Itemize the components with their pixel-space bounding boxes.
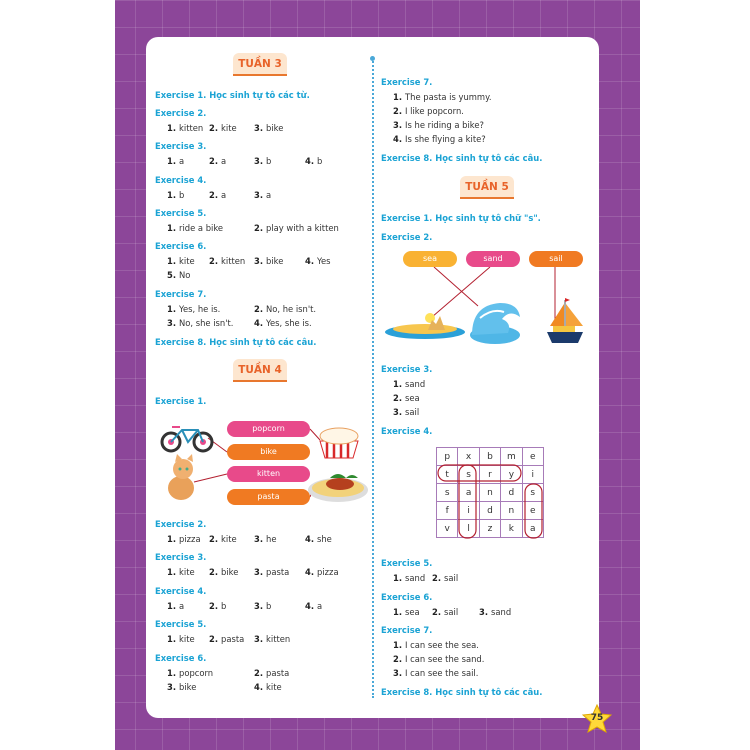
answer-text: pizza: [317, 567, 339, 577]
answer-text: I can see the sea.: [405, 640, 479, 650]
answer-text: sail: [444, 607, 459, 617]
grid-cell: e: [522, 448, 543, 466]
answer-number: 2.: [209, 634, 219, 644]
grid-row: [437, 520, 544, 538]
answer-item: [209, 190, 226, 201]
exercise-title: Exercise 1.: [155, 396, 207, 406]
match-label-sail: sail: [529, 251, 583, 267]
answer-text: b: [317, 156, 323, 166]
answer-item: [167, 567, 195, 578]
grid-cell: f: [437, 502, 458, 520]
answer-text: sea: [405, 607, 420, 617]
answer-number: 1.: [393, 92, 403, 102]
answer-number: 3.: [393, 668, 403, 678]
answer-number: 1.: [393, 379, 403, 389]
exercise-title: Exercise 3.: [155, 141, 207, 151]
week-5-heading: TUẦN 5: [460, 176, 514, 199]
answer-text: a: [179, 601, 185, 611]
answer-number: 1.: [167, 256, 177, 266]
answer-item: [167, 304, 220, 315]
answer-number: 1.: [393, 573, 403, 583]
answer-text: bike: [266, 256, 284, 266]
grid-row: [437, 448, 544, 466]
answer-text: Yes, he is.: [179, 304, 221, 314]
answer-text: kite: [221, 534, 237, 544]
answer-text: kite: [266, 682, 282, 692]
answer-text: b: [266, 601, 272, 611]
answer-item: [254, 156, 271, 167]
answer-number: 2.: [254, 223, 264, 233]
answer-item: [393, 106, 464, 117]
answer-item: [393, 379, 425, 390]
page-margin-right: [640, 0, 750, 750]
answer-number: 3.: [254, 190, 264, 200]
answer-text: kitten: [266, 634, 291, 644]
answer-number: 3.: [254, 256, 264, 266]
grid-row: [437, 466, 544, 484]
answer-item: [393, 92, 492, 103]
exercise-title: Exercise 3.: [381, 364, 433, 374]
grid-cell: n: [501, 502, 522, 520]
answer-text: sail: [405, 407, 420, 417]
grid-cell: m: [501, 448, 522, 466]
exercise-title: Exercise 7.: [381, 77, 433, 87]
answer-item: [254, 123, 283, 134]
answer-item: [167, 270, 190, 281]
answer-text: kitten: [221, 256, 246, 266]
exercise-title: Exercise 6.: [155, 653, 207, 663]
grid-cell: i: [522, 466, 543, 484]
answer-item: [305, 601, 322, 612]
match-label-sand: sand: [466, 251, 520, 267]
grid-cell: l: [458, 520, 479, 538]
match-label-kitten: kitten: [227, 466, 310, 482]
answer-item: [305, 534, 332, 545]
answer-number: 1.: [393, 640, 403, 650]
answer-number: 3.: [254, 123, 264, 133]
grid-cell: s: [522, 484, 543, 502]
exercise-title: Exercise 8. Học sinh tự tô các câu.: [381, 153, 543, 163]
answer-item: [393, 654, 484, 665]
answer-item: [167, 256, 195, 267]
answer-number: 1.: [393, 607, 403, 617]
answer-text: b: [221, 601, 227, 611]
answer-number: 3.: [393, 407, 403, 417]
answer-number: 2.: [209, 156, 219, 166]
answer-text: I like popcorn.: [405, 106, 464, 116]
answer-text: Yes, she is.: [266, 318, 312, 328]
exercise-title: Exercise 7.: [381, 625, 433, 635]
answer-text: Is he riding a bike?: [405, 120, 484, 130]
answer-number: 1.: [167, 156, 177, 166]
answer-text: bike: [266, 123, 284, 133]
answer-text: The pasta is yummy.: [405, 92, 492, 102]
exercise-title: Exercise 2.: [155, 108, 207, 118]
word-search-grid: [436, 447, 544, 538]
answer-text: ride a bike: [179, 223, 224, 233]
grid-cell: d: [501, 484, 522, 502]
answer-number: 2.: [254, 304, 264, 314]
answer-number: 3.: [254, 156, 264, 166]
exercise-title: Exercise 5.: [381, 558, 433, 568]
answer-text: popcorn: [179, 668, 214, 678]
answer-text: kite: [179, 567, 195, 577]
answer-number: 5.: [167, 270, 177, 280]
answer-number: 2.: [393, 106, 403, 116]
exercise-title: Exercise 6.: [155, 241, 207, 251]
answer-number: 4.: [305, 567, 315, 577]
answer-item: [254, 318, 312, 329]
answer-item: [254, 682, 282, 693]
answer-number: 2.: [432, 607, 442, 617]
answer-text: Yes: [317, 256, 331, 266]
answer-number: 2.: [393, 393, 403, 403]
answer-item: [432, 573, 458, 584]
answer-item: [305, 567, 339, 578]
grid-cell: b: [479, 448, 500, 466]
answer-number: 2.: [209, 601, 219, 611]
answer-item: [209, 567, 238, 578]
grid-cell: a: [522, 520, 543, 538]
answer-number: 3.: [479, 607, 489, 617]
answer-text: sand: [491, 607, 512, 617]
answer-number: 1.: [167, 123, 177, 133]
grid-cell: d: [479, 502, 500, 520]
match-label-pasta: pasta: [227, 489, 310, 505]
answer-item: [209, 256, 245, 267]
answer-item: [393, 393, 420, 404]
answer-number: 2.: [209, 256, 219, 266]
exercise-title: Exercise 8. Học sinh tự tô các câu.: [381, 687, 543, 697]
exercise-title: Exercise 1. Học sinh tự tô các từ.: [155, 90, 310, 100]
answer-item: [167, 601, 184, 612]
answer-number: 1.: [167, 567, 177, 577]
answer-item: [254, 223, 339, 234]
answer-text: pasta: [266, 668, 290, 678]
answer-text: kite: [179, 256, 195, 266]
grid-cell: y: [501, 466, 522, 484]
answer-text: Is she flying a kite?: [405, 134, 486, 144]
answer-text: a: [179, 156, 185, 166]
answer-item: [254, 567, 289, 578]
answer-number: 3.: [393, 120, 403, 130]
grid-cell: k: [501, 520, 522, 538]
exercise-title: Exercise 2.: [381, 232, 433, 242]
answer-number: 1.: [167, 304, 177, 314]
answer-number: 3.: [254, 634, 264, 644]
answer-item: [393, 573, 425, 584]
answer-text: No, he isn't.: [266, 304, 317, 314]
answer-text: b: [266, 156, 272, 166]
answer-item: [393, 407, 419, 418]
grid-cell: i: [458, 502, 479, 520]
answer-item: [254, 534, 276, 545]
answer-item: [479, 607, 511, 618]
answer-text: bike: [221, 567, 239, 577]
exercise-title: Exercise 5.: [155, 619, 207, 629]
divider-dot: [370, 56, 375, 61]
answer-item: [167, 156, 184, 167]
answer-item: [254, 634, 290, 645]
answer-item: [254, 601, 271, 612]
answer-item: [305, 256, 331, 267]
answer-number: 4.: [305, 601, 315, 611]
answer-item: [167, 534, 201, 545]
answer-number: 1.: [167, 534, 177, 544]
answer-item: [393, 668, 478, 679]
answer-number: 1.: [167, 601, 177, 611]
answer-item: [209, 123, 237, 134]
answer-item: [167, 223, 223, 234]
answer-number: 4.: [305, 156, 315, 166]
answer-item: [167, 668, 213, 679]
exercise-title: Exercise 6.: [381, 592, 433, 602]
answer-item: [432, 607, 458, 618]
answer-item: [209, 634, 244, 645]
answer-item: [167, 634, 195, 645]
grid-cell: r: [479, 466, 500, 484]
exercise-title: Exercise 7.: [155, 289, 207, 299]
exercise-title: Exercise 3.: [155, 552, 207, 562]
answer-item: [167, 682, 196, 693]
answer-number: 4.: [254, 318, 264, 328]
grid-cell: v: [437, 520, 458, 538]
answer-text: pizza: [179, 534, 201, 544]
answer-item: [393, 120, 484, 131]
answer-number: 3.: [254, 601, 264, 611]
answer-number: 2.: [209, 190, 219, 200]
answer-text: I can see the sail.: [405, 668, 479, 678]
answer-number: 3.: [167, 682, 177, 692]
answer-text: play with a kitten: [266, 223, 339, 233]
answer-text: a: [221, 190, 227, 200]
page-margin-left: [0, 0, 115, 750]
answer-text: sand: [405, 379, 426, 389]
grid-cell: x: [458, 448, 479, 466]
grid-cell: n: [479, 484, 500, 502]
grid-cell: p: [437, 448, 458, 466]
answer-item: [393, 607, 420, 618]
answer-item: [167, 318, 233, 329]
answer-number: 1.: [167, 223, 177, 233]
answer-text: kitten: [179, 123, 204, 133]
answer-text: I can see the sand.: [405, 654, 485, 664]
answer-number: 2.: [254, 668, 264, 678]
answer-item: [167, 190, 184, 201]
answer-number: 4.: [393, 134, 403, 144]
answer-item: [254, 190, 271, 201]
column-divider: [372, 58, 374, 698]
answer-text: a: [317, 601, 323, 611]
answer-text: he: [266, 534, 277, 544]
answer-text: she: [317, 534, 332, 544]
answer-item: [209, 534, 237, 545]
answer-text: pasta: [266, 567, 290, 577]
answer-text: a: [266, 190, 272, 200]
answer-text: bike: [179, 682, 197, 692]
answer-number: 2.: [209, 123, 219, 133]
grid-cell: s: [458, 466, 479, 484]
week-3-heading: TUẦN 3: [233, 53, 287, 76]
grid-cell: z: [479, 520, 500, 538]
grid-cell: e: [522, 502, 543, 520]
answer-text: pasta: [221, 634, 245, 644]
answer-number: 2.: [209, 567, 219, 577]
exercise-title: Exercise 4.: [381, 426, 433, 436]
grid-row: [437, 502, 544, 520]
answer-item: [167, 123, 203, 134]
answer-number: 2.: [393, 654, 403, 664]
exercise-title: Exercise 4.: [155, 175, 207, 185]
grid-cell: a: [458, 484, 479, 502]
match-label-popcorn: popcorn: [227, 421, 310, 437]
answer-number: 1.: [167, 190, 177, 200]
exercise-title: Exercise 5.: [155, 208, 207, 218]
answer-number: 3.: [254, 567, 264, 577]
grid-cell: t: [437, 466, 458, 484]
answer-text: b: [179, 190, 185, 200]
answer-item: [254, 256, 283, 267]
answer-text: kite: [179, 634, 195, 644]
answer-number: 3.: [254, 534, 264, 544]
answer-item: [393, 640, 479, 651]
answer-text: No, she isn't.: [179, 318, 234, 328]
answer-text: sand: [405, 573, 426, 583]
answer-text: sea: [405, 393, 420, 403]
answer-item: [254, 668, 289, 679]
answer-number: 4.: [305, 534, 315, 544]
answer-text: sail: [444, 573, 459, 583]
answer-item: [209, 156, 226, 167]
week-4-heading: TUẦN 4: [233, 359, 287, 382]
answer-item: [209, 601, 226, 612]
answer-item: [305, 156, 322, 167]
exercise-title: Exercise 2.: [155, 519, 207, 529]
answer-number: 1.: [167, 668, 177, 678]
answer-number: 2.: [209, 534, 219, 544]
answer-text: No: [179, 270, 191, 280]
exercise-title: Exercise 4.: [155, 586, 207, 596]
grid-row: [437, 484, 544, 502]
page-number: 75: [590, 713, 604, 723]
answer-item: [393, 134, 486, 145]
answer-number: 1.: [167, 634, 177, 644]
answer-number: 4.: [254, 682, 264, 692]
exercise-title: Exercise 1. Học sinh tự tô chữ "s".: [381, 213, 541, 223]
answer-item: [254, 304, 316, 315]
answer-text: kite: [221, 123, 237, 133]
exercise-title: Exercise 8. Học sinh tự tô các câu.: [155, 337, 317, 347]
answer-number: 4.: [305, 256, 315, 266]
answer-number: 2.: [432, 573, 442, 583]
match-label-bike: bike: [227, 444, 310, 460]
answer-number: 3.: [167, 318, 177, 328]
answer-text: a: [221, 156, 227, 166]
match-label-sea: sea: [403, 251, 457, 267]
grid-cell: s: [437, 484, 458, 502]
